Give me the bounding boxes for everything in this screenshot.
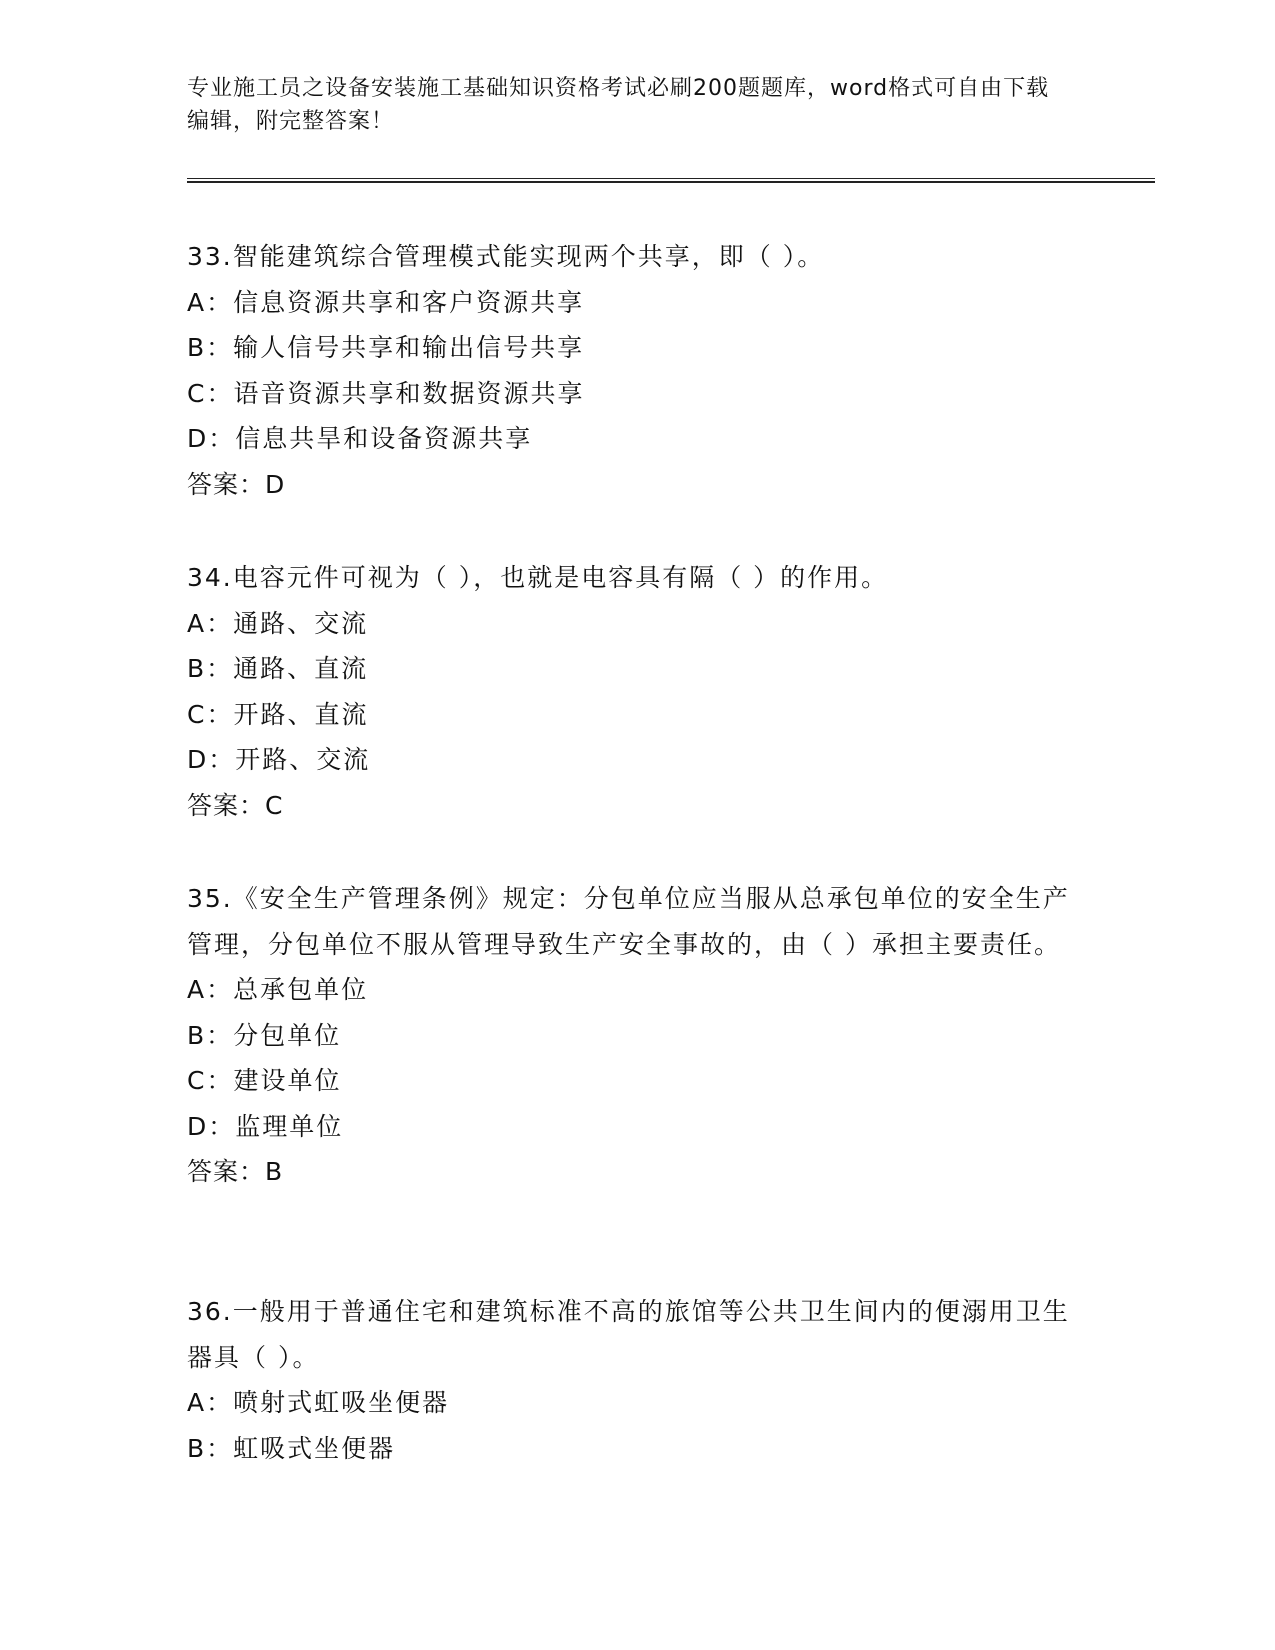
option-a: A：总承包单位 (187, 975, 369, 1004)
question-36 (187, 1289, 1087, 1471)
option-a: A：信息资源共享和客户资源共享 (187, 287, 585, 317)
question-stem: 34.电容元件可视为（ ），也就是电容具有隔（ ）的作用。 (187, 563, 889, 592)
option-a: A：喷射式虹吸坐便器 (187, 1388, 450, 1417)
option-b: B：通路、直流 (187, 654, 369, 683)
answer-label: 答案：D (187, 469, 286, 499)
option-b: B：分包单位 (187, 1020, 342, 1050)
document-header: 专业施工员之设备安装施工基础知识资格考试必刷200题题库，word格式可自由下载编辑，附完整答案！ (187, 76, 1050, 134)
header-divider-thick (187, 181, 1155, 183)
option-b: B：虹吸式坐便器 (187, 1433, 396, 1463)
header-divider-thin (187, 178, 1155, 179)
option-c: C：开路、直流 (187, 699, 369, 729)
question-34 (187, 555, 1087, 828)
option-a: A：通路、交流 (187, 608, 369, 638)
answer-label: 答案：C (187, 790, 284, 820)
option-d: D：信息共旱和设备资源共享 (187, 424, 533, 453)
option-c: C：语音资源共享和数据资源共享 (187, 378, 585, 408)
question-stem: 36.一般用于普通住宅和建筑标准不高的旅馆等公共卫生间内的便溺用卫生器具（ ）。 (187, 1297, 1070, 1372)
answer-label: 答案：B (187, 1157, 284, 1186)
option-d: D：监理单位 (187, 1111, 344, 1141)
question-33 (187, 234, 1087, 507)
option-c: C：建设单位 (187, 1066, 342, 1095)
option-d: D：开路、交流 (187, 745, 371, 774)
question-35 (187, 876, 1087, 1195)
question-stem: 33.智能建筑综合管理模式能实现两个共享，即（ ）。 (187, 242, 825, 271)
option-b: B：输人信号共享和输出信号共享 (187, 333, 585, 362)
question-stem: 35.《安全生产管理条例》规定：分包单位应当服从总承包单位的安全生产管理，分包单位不服从管理导致生产安全事故的，由（ ）承担主要责任。 (187, 884, 1070, 959)
